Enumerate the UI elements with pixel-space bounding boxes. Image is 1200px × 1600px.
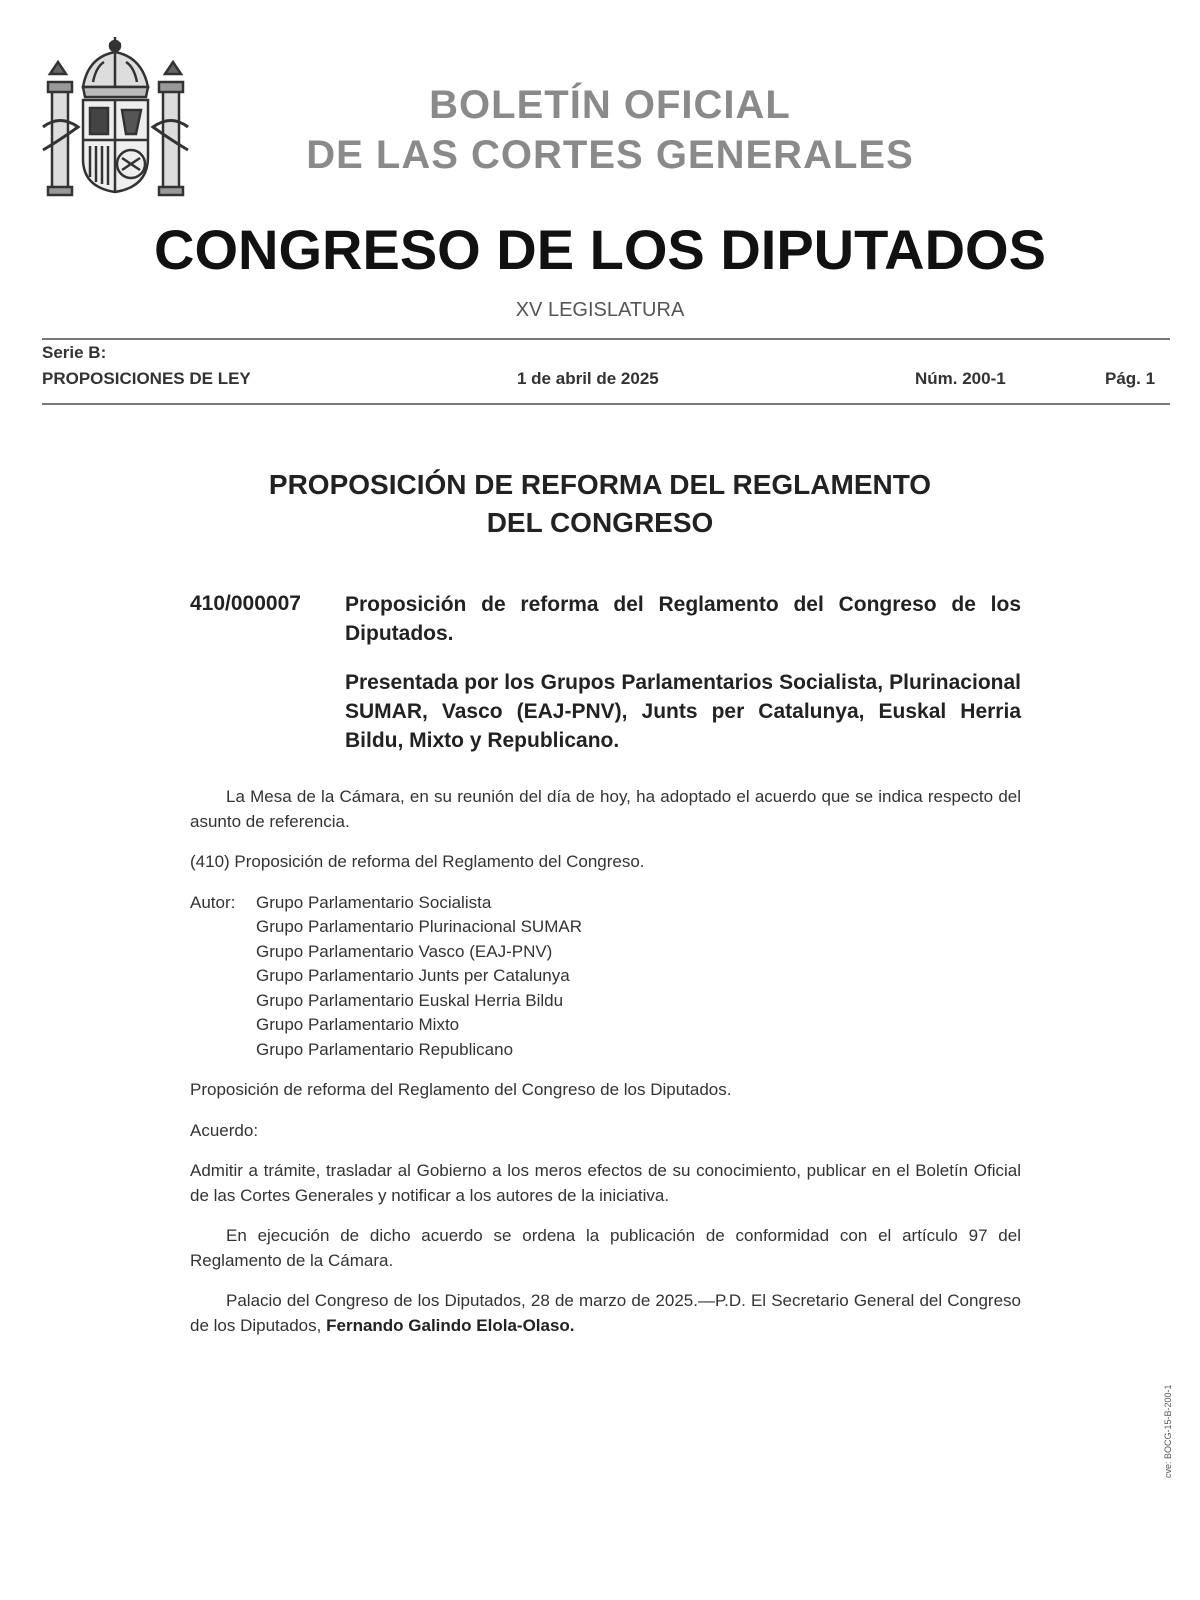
bulletin-title: [200, 80, 1020, 180]
author-item: Grupo Parlamentario Euskal Herria Bildu: [256, 990, 564, 1010]
document-title-line1: PROPOSICIÓN DE REFORMA DEL REGLAMENTO: [268, 469, 932, 500]
chamber-title: CONGRESO DE LOS DIPUTADOS: [154, 218, 1046, 281]
spanish-coat-of-arms-icon: [38, 32, 193, 197]
intro-paragraph: La Mesa de la Cámara, en su reunión del día de hoy, ha adoptado el acuerdo que se indica respecto del asunto de referencia.: [190, 787, 1021, 831]
subject-line: Proposición de reforma del Reglamento del Congreso de los Diputados.: [190, 1080, 732, 1099]
reference-subject: Proposición de reforma del Reglamento del Congreso de los Diputados.: [345, 593, 1021, 645]
author-item: Grupo Parlamentario Plurinacional SUMAR: [256, 917, 582, 936]
document-body: [190, 785, 1021, 1354]
agreement-paragraph: Admitir a trámite, trasladar al Gobierno a los meros efectos de su conocimiento, publicar en el Boletín Oficial de las Cortes Generales y notificar a los autores de la iniciativa.: [190, 1161, 1021, 1205]
author-list: [256, 891, 582, 1063]
bulletin-title-line2: DE LAS CORTES GENERALES: [306, 133, 914, 177]
closing-text: Palacio del Congreso de los Diputados, 28 de marzo de 2025.—P.D. El Secretario General del Congreso de los Diputados,: [190, 1291, 1021, 1335]
document-title: [160, 466, 1040, 542]
reference-presented-by: Presentada por los Grupos Parlamentarios Socialista, Plurinacional SUMAR, Vasco (EAJ-PNV), Junts per Catalunya, Euskal Herria Bildu, Mixto y Republicano.: [345, 671, 1021, 752]
header-bottom-rule: [42, 403, 1170, 405]
header-top-rule: [42, 338, 1170, 340]
series-label: Serie B:: [42, 343, 107, 362]
author-item: Grupo Parlamentario Socialista: [256, 892, 492, 912]
publication-date: 1 de abril de 2025: [517, 369, 659, 388]
closing-paragraph: [190, 1289, 1021, 1338]
type-line: (410) Proposición de reforma del Reglamento del Congreso.: [190, 852, 645, 871]
page-number: Pág. 1: [1105, 369, 1156, 388]
author-label: Autor:: [190, 892, 236, 912]
bulletin-number: Núm. 200-1: [915, 369, 1006, 388]
author-block: [190, 891, 1021, 1063]
document-title-line2: DEL CONGRESO: [486, 507, 714, 538]
series-name: PROPOSICIONES DE LEY: [42, 369, 251, 388]
agreement-label: Acuerdo:: [190, 1120, 259, 1140]
execution-paragraph: En ejecución de dicho acuerdo se ordena la publicación de conformidad con el artículo 97 del Reglamento de la Cámara.: [190, 1226, 1021, 1270]
reference-block: [345, 590, 1021, 775]
author-item: Grupo Parlamentario Vasco (EAJ-PNV): [256, 941, 553, 961]
legislature-label: XV LEGISLATURA: [515, 299, 685, 321]
signatory-name: Fernando Galindo Elola-Olaso.: [326, 1315, 575, 1335]
author-item: Grupo Parlamentario Mixto: [256, 1015, 460, 1034]
author-item: Grupo Parlamentario Republicano: [256, 1039, 514, 1059]
verification-code: cve: BOCG-15-B-200-1: [1163, 1384, 1173, 1478]
bulletin-title-line1: BOLETÍN OFICIAL: [429, 83, 791, 127]
author-item: Grupo Parlamentario Junts per Catalunya: [256, 966, 570, 985]
reference-number: 410/000007: [190, 592, 301, 615]
